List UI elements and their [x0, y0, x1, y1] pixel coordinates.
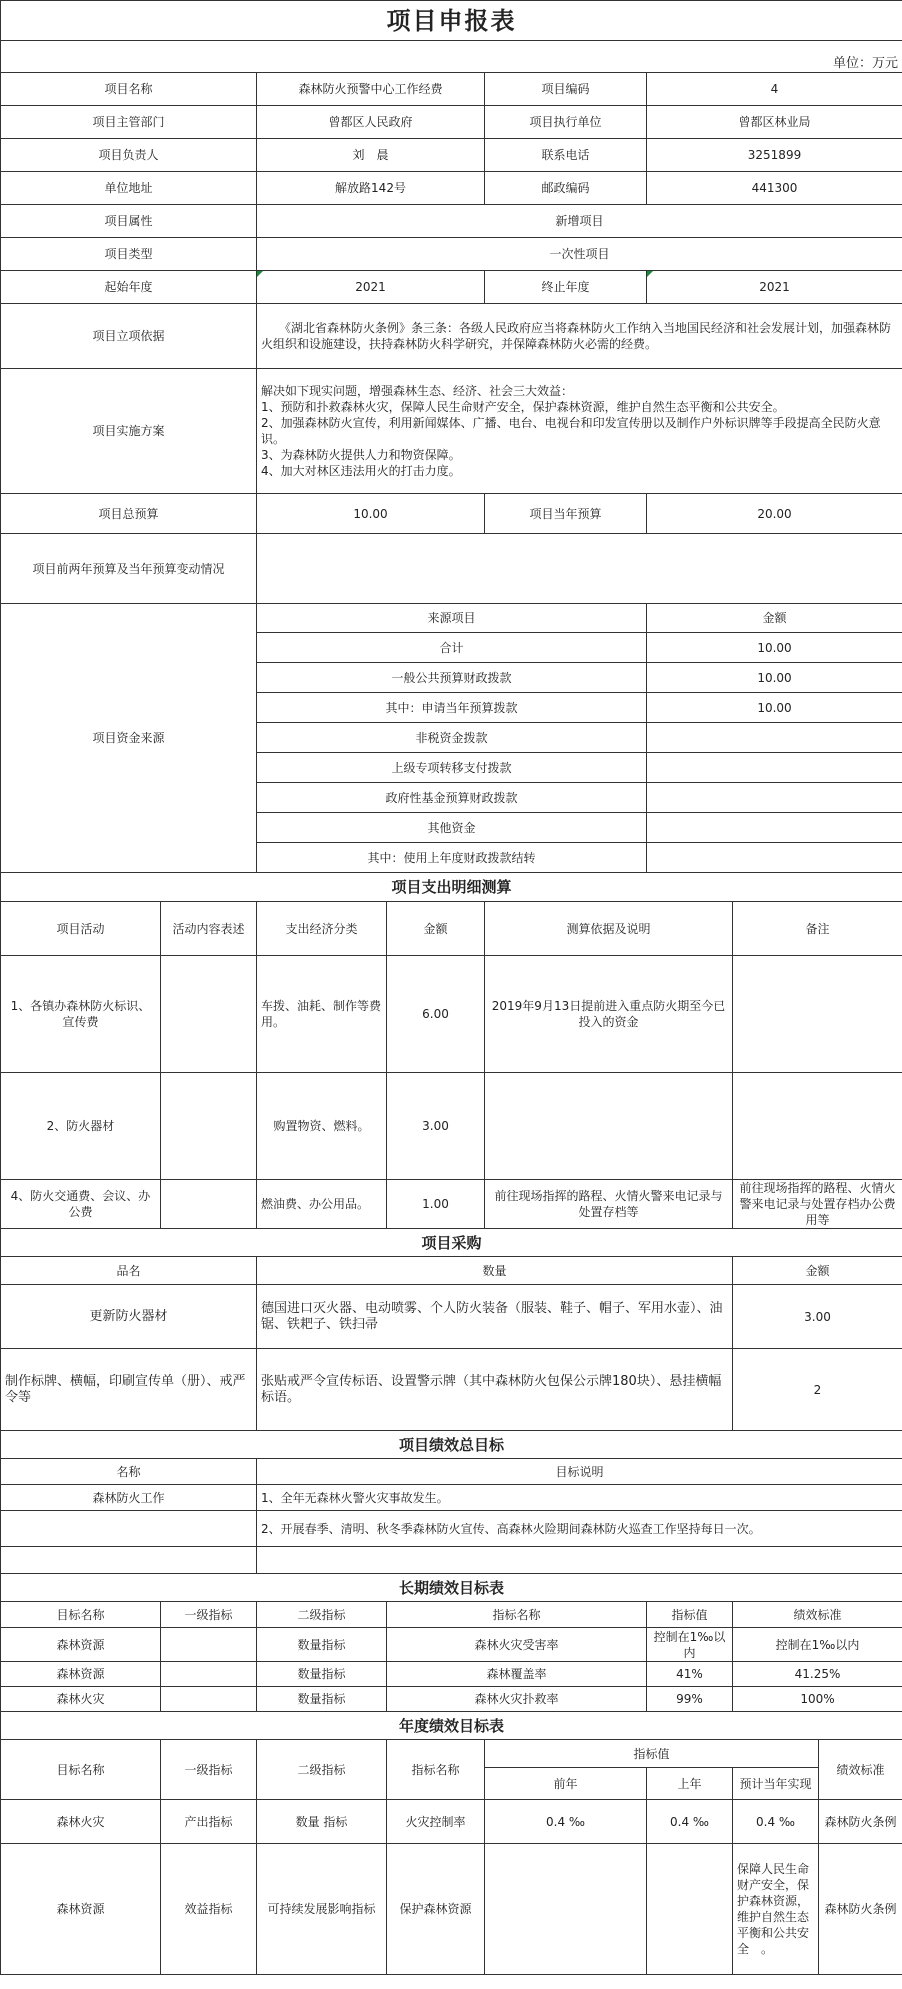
longterm-header: 指标名称	[387, 1602, 647, 1628]
longterm-std: 控制在1‰以内	[733, 1628, 902, 1662]
value-address: 解放路142号	[257, 172, 485, 205]
longterm-l2: 数量指标	[257, 1662, 387, 1687]
funding-row-amount: 10.00	[647, 633, 902, 663]
goal-name: 森林防火工作	[1, 1485, 257, 1511]
section-annual-title: 年度绩效目标表	[1, 1712, 902, 1740]
value-phone: 3251899	[647, 139, 902, 172]
label-total-budget: 项目总预算	[1, 494, 257, 534]
label-dept: 项目主管部门	[1, 106, 257, 139]
funding-header-source: 来源项目	[257, 604, 647, 633]
value-end-year: 2021	[647, 271, 902, 304]
expense-amount: 1.00	[387, 1180, 485, 1229]
plan-line: 解决如下现实问题，增强森林生态、经济、社会三大效益：	[261, 384, 574, 398]
funding-row-amount	[647, 723, 902, 753]
label-budget-change: 项目前两年预算及当年预算变动情况	[1, 534, 257, 604]
longterm-name: 森林火灾受害率	[387, 1628, 647, 1662]
goal-empty-cell	[1, 1547, 257, 1574]
goal-name-empty	[1, 1511, 257, 1547]
purchase-item: 制作标牌、横幅，印刷宣传单（册）、戒严令等	[1, 1349, 257, 1431]
label-plan: 项目实施方案	[1, 369, 257, 494]
plan-line: 4、加大对林区违法用火的打击力度。	[261, 464, 461, 478]
label-funding-source: 项目资金来源	[1, 604, 257, 873]
section-purchase-title: 项目采购	[1, 1229, 902, 1257]
funding-row-name: 其中：使用上年度财政拨款结转	[257, 843, 647, 873]
longterm-l2: 数量指标	[257, 1628, 387, 1662]
value-plan	[257, 369, 902, 494]
expense-header: 金额	[387, 902, 485, 956]
expense-amount: 6.00	[387, 956, 485, 1073]
purchase-header: 品名	[1, 1257, 257, 1285]
annual-header: 指标值	[485, 1740, 819, 1768]
annual-value-prev2: 0.4 ‰	[485, 1800, 647, 1844]
funding-row-name: 一般公共预算财政拨款	[257, 663, 647, 693]
expense-header: 备注	[733, 902, 902, 956]
value-person: 刘 晨	[257, 139, 485, 172]
expense-basis: 前往现场指挥的路程、火情火警来电记录与处置存档等	[485, 1180, 733, 1229]
label-project-name: 项目名称	[1, 73, 257, 106]
annual-l1: 产出指标	[161, 1800, 257, 1844]
goal-line: 1、全年无森林火警火灾事故发生。	[257, 1485, 902, 1511]
longterm-l2: 数量指标	[257, 1687, 387, 1712]
purchase-header: 金额	[733, 1257, 902, 1285]
funding-row-amount	[647, 843, 902, 873]
annual-l2: 数量 指标	[257, 1800, 387, 1844]
label-person: 项目负责人	[1, 139, 257, 172]
value-type: 一次性项目	[257, 238, 902, 271]
funding-header-amount: 金额	[647, 604, 902, 633]
annual-value-current: 保障人民生命财产安全，保护森林资源，维护自然生态平衡和公共安全 。	[733, 1844, 819, 1975]
label-end-year: 终止年度	[485, 271, 647, 304]
funding-row-amount: 10.00	[647, 693, 902, 723]
purchase-qty: 德国进口灭火器、电动喷雾、个人防火装备（服装、鞋子、帽子、军用水壶）、油锯、铁耙子、铁扫帚	[257, 1285, 733, 1349]
label-phone: 联系电话	[485, 139, 647, 172]
longterm-l1	[161, 1687, 257, 1712]
goal-line: 2、开展春季、清明、秋冬季森林防火宣传、高森林火险期间森林防火巡查工作坚持每日一次。	[257, 1511, 902, 1547]
plan-line: 3、为森林防火提供人力和物资保障。	[261, 448, 461, 462]
label-start-year: 起始年度	[1, 271, 257, 304]
purchase-item: 更新防火器材	[1, 1285, 257, 1349]
expense-activity: 2、防火器材	[1, 1073, 161, 1180]
annual-l1: 效益指标	[161, 1844, 257, 1975]
annual-value-current: 0.4 ‰	[733, 1800, 819, 1844]
expense-activity: 4、防火交通费、会议、办公费	[1, 1180, 161, 1229]
value-start-year: 2021	[257, 271, 485, 304]
longterm-header: 一级指标	[161, 1602, 257, 1628]
label-exec-unit: 项目执行单位	[485, 106, 647, 139]
expense-content	[161, 1180, 257, 1229]
unit-label: 单位：万元	[1, 41, 902, 73]
value-dept: 曾都区人民政府	[257, 106, 485, 139]
longterm-l1	[161, 1628, 257, 1662]
label-zip: 邮政编码	[485, 172, 647, 205]
value-basis: 《湖北省森林防火条例》条三条：各级人民政府应当将森林防火工作纳入当地国民经济和社会发展计划，加强森林防火组织和设施建设，扶持森林防火科学研究，并保障森林防火必需的经费。	[257, 304, 902, 369]
longterm-header: 目标名称	[1, 1602, 161, 1628]
expense-basis	[485, 1073, 733, 1180]
annual-header: 一级指标	[161, 1740, 257, 1800]
funding-row-name: 合计	[257, 633, 647, 663]
goal-empty-cell	[257, 1547, 902, 1574]
funding-row-name: 上级专项转移支付拨款	[257, 753, 647, 783]
expense-note: 前往现场指挥的路程、火情火警来电记录与处置存档办公费用等	[733, 1180, 902, 1229]
purchase-amount: 2	[733, 1349, 902, 1431]
expense-amount: 3.00	[387, 1073, 485, 1180]
label-basis: 项目立项依据	[1, 304, 257, 369]
longterm-name: 森林火灾扑救率	[387, 1687, 647, 1712]
longterm-value: 41%	[647, 1662, 733, 1687]
longterm-goal: 森林资源	[1, 1628, 161, 1662]
annual-header: 目标名称	[1, 1740, 161, 1800]
page-title: 项目申报表	[1, 1, 902, 41]
expense-note	[733, 1073, 902, 1180]
longterm-header: 绩效标准	[733, 1602, 902, 1628]
annual-header: 绩效标准	[819, 1740, 902, 1800]
expense-note	[733, 956, 902, 1073]
label-address: 单位地址	[1, 172, 257, 205]
value-exec-unit: 曾都区林业局	[647, 106, 902, 139]
longterm-goal: 森林资源	[1, 1662, 161, 1687]
funding-row-amount	[647, 783, 902, 813]
plan-line: 1、预防和扑救森林火灾，保障人民生命财产安全，保护森林资源，维护自然生态平衡和公共安全。	[261, 400, 785, 414]
expense-category: 车拨、油耗、制作等费用。	[257, 956, 387, 1073]
expense-activity: 1、各镇办森林防火标识、宣传费	[1, 956, 161, 1073]
plan-line: 2、加强森林防火宣传，利用新闻媒体、广播、电台、电视台和印发宣传册以及制作户外标识牌等手段提高全民防火意识。	[261, 416, 881, 446]
funding-row-name: 政府性基金预算财政拨款	[257, 783, 647, 813]
value-budget-change	[257, 534, 902, 604]
expense-content	[161, 1073, 257, 1180]
funding-row-amount	[647, 813, 902, 843]
funding-row-name: 其他资金	[257, 813, 647, 843]
label-type: 项目类型	[1, 238, 257, 271]
annual-subheader: 预计当年实现	[733, 1768, 819, 1800]
funding-row-name: 非税资金拨款	[257, 723, 647, 753]
longterm-value: 控制在1‰以内	[647, 1628, 733, 1662]
purchase-header: 数量	[257, 1257, 733, 1285]
value-current-budget: 20.00	[647, 494, 902, 534]
expense-basis: 2019年9月13日提前进入重点防火期至今已投入的资金	[485, 956, 733, 1073]
annual-value-prev: 0.4 ‰	[647, 1800, 733, 1844]
longterm-value: 99%	[647, 1687, 733, 1712]
value-total-budget: 10.00	[257, 494, 485, 534]
annual-header: 二级指标	[257, 1740, 387, 1800]
annual-subheader: 前年	[485, 1768, 647, 1800]
longterm-std: 100%	[733, 1687, 902, 1712]
longterm-l1	[161, 1662, 257, 1687]
value-attr: 新增项目	[257, 205, 902, 238]
longterm-goal: 森林火灾	[1, 1687, 161, 1712]
expense-category: 购置物资、燃料。	[257, 1073, 387, 1180]
funding-row-amount: 10.00	[647, 663, 902, 693]
value-project-code: 4	[647, 73, 902, 106]
annual-goal: 森林资源	[1, 1844, 161, 1975]
expense-header: 活动内容表述	[161, 902, 257, 956]
label-current-budget: 项目当年预算	[485, 494, 647, 534]
expense-content	[161, 956, 257, 1073]
purchase-amount: 3.00	[733, 1285, 902, 1349]
annual-std: 森林防火条例	[819, 1800, 902, 1844]
purchase-qty: 张贴戒严令宣传标语、设置警示牌（其中森林防火包保公示牌180块）、悬挂横幅标语。	[257, 1349, 733, 1431]
annual-subheader: 上年	[647, 1768, 733, 1800]
annual-value-prev	[647, 1844, 733, 1975]
annual-name: 保护森林资源	[387, 1844, 485, 1975]
section-goal-title: 项目绩效总目标	[1, 1431, 902, 1459]
annual-value-prev2	[485, 1844, 647, 1975]
expense-header: 测算依据及说明	[485, 902, 733, 956]
annual-std: 森林防火条例	[819, 1844, 902, 1975]
annual-header: 指标名称	[387, 1740, 485, 1800]
annual-name: 火灾控制率	[387, 1800, 485, 1844]
goal-header: 目标说明	[257, 1459, 902, 1485]
value-zip: 441300	[647, 172, 902, 205]
longterm-name: 森林覆盖率	[387, 1662, 647, 1687]
section-longterm-title: 长期绩效目标表	[1, 1574, 902, 1602]
longterm-header: 指标值	[647, 1602, 733, 1628]
funding-row-name: 其中：申请当年预算拨款	[257, 693, 647, 723]
expense-header: 项目活动	[1, 902, 161, 956]
label-project-code: 项目编码	[485, 73, 647, 106]
longterm-std: 41.25%	[733, 1662, 902, 1687]
funding-row-amount	[647, 753, 902, 783]
expense-category: 燃油费、办公用品。	[257, 1180, 387, 1229]
label-attr: 项目属性	[1, 205, 257, 238]
longterm-header: 二级指标	[257, 1602, 387, 1628]
annual-goal: 森林火灾	[1, 1800, 161, 1844]
goal-header: 名称	[1, 1459, 257, 1485]
expense-header: 支出经济分类	[257, 902, 387, 956]
section-expense-title: 项目支出明细测算	[1, 873, 902, 902]
annual-l2: 可持续发展影响指标	[257, 1844, 387, 1975]
value-project-name: 森林防火预警中心工作经费	[257, 73, 485, 106]
